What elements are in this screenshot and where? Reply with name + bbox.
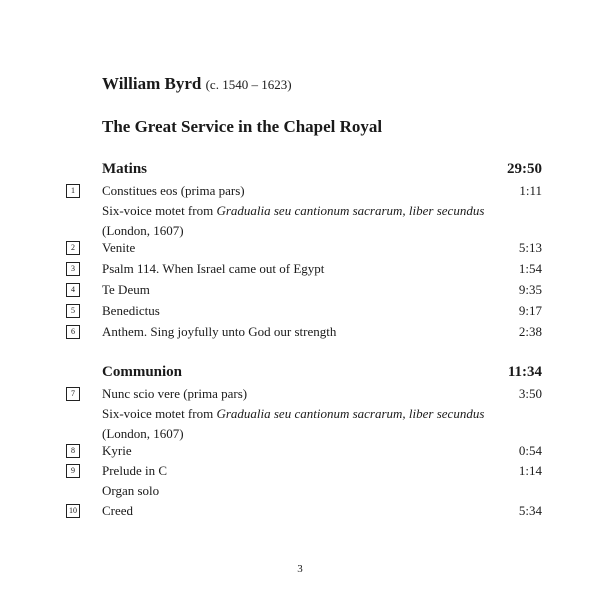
section-duration: 29:50 (507, 161, 542, 177)
track-time: 1:54 (518, 261, 542, 276)
track-number-box: 5 (66, 304, 80, 318)
track-description (102, 404, 484, 424)
track-description-text: Six-voice motet from (102, 203, 217, 218)
track-title: Anthem. Sing joyfully unto God our strength (102, 324, 337, 339)
track-number-box: 8 (66, 444, 80, 458)
composer-name: William Byrd (102, 74, 202, 93)
track-time: 1:14 (518, 463, 542, 478)
track-title: Te Deum (102, 282, 150, 297)
section-duration: 11:34 (507, 364, 542, 380)
track-description: Organ solo (102, 483, 160, 498)
track-title: Creed (102, 503, 134, 518)
composer-line (102, 74, 292, 94)
track-description-source: Gradualia seu cantionum sacrarum, liber secundus (216, 406, 485, 421)
track-title: Constitues eos (prima pars) (102, 183, 245, 198)
track-number-box: 2 (66, 241, 80, 255)
track-title: Prelude in C (102, 463, 167, 478)
section-label: Communion (102, 364, 183, 380)
track-time: 3:50 (518, 386, 542, 401)
track-time: 5:34 (518, 503, 542, 518)
track-description-source: Gradualia seu cantionum sacrarum, liber secundus (216, 203, 485, 218)
track-number-box: 1 (66, 184, 80, 198)
track-description-text: Six-voice motet from (102, 406, 217, 421)
track-description (102, 201, 484, 221)
track-number-box: 10 (66, 504, 80, 518)
track-title: Benedictus (102, 303, 160, 318)
track-description-date: (London, 1607) (102, 426, 184, 441)
track-number-box: 6 (66, 325, 80, 339)
track-time: 1:11 (519, 183, 542, 198)
track-time: 0:54 (518, 443, 542, 458)
composer-dates: (c. 1540 – 1623) (205, 77, 292, 92)
section-label: Matins (102, 161, 147, 177)
work-title: The Great Service in the Chapel Royal (102, 117, 383, 136)
track-time: 2:38 (518, 324, 542, 339)
track-number-box: 9 (66, 464, 80, 478)
track-number-box: 4 (66, 283, 80, 297)
track-title: Venite (102, 240, 136, 255)
track-number-box: 7 (66, 387, 80, 401)
track-title: Kyrie (102, 443, 132, 458)
track-title: Nunc scio vere (prima pars) (102, 386, 248, 401)
page-number: 3 (297, 563, 303, 575)
track-title: Psalm 114. When Israel came out of Egypt (102, 261, 325, 276)
track-number-box: 3 (66, 262, 80, 276)
track-time: 5:13 (518, 240, 542, 255)
track-time: 9:35 (518, 282, 542, 297)
track-time: 9:17 (518, 303, 542, 318)
track-description-date: (London, 1607) (102, 223, 184, 238)
